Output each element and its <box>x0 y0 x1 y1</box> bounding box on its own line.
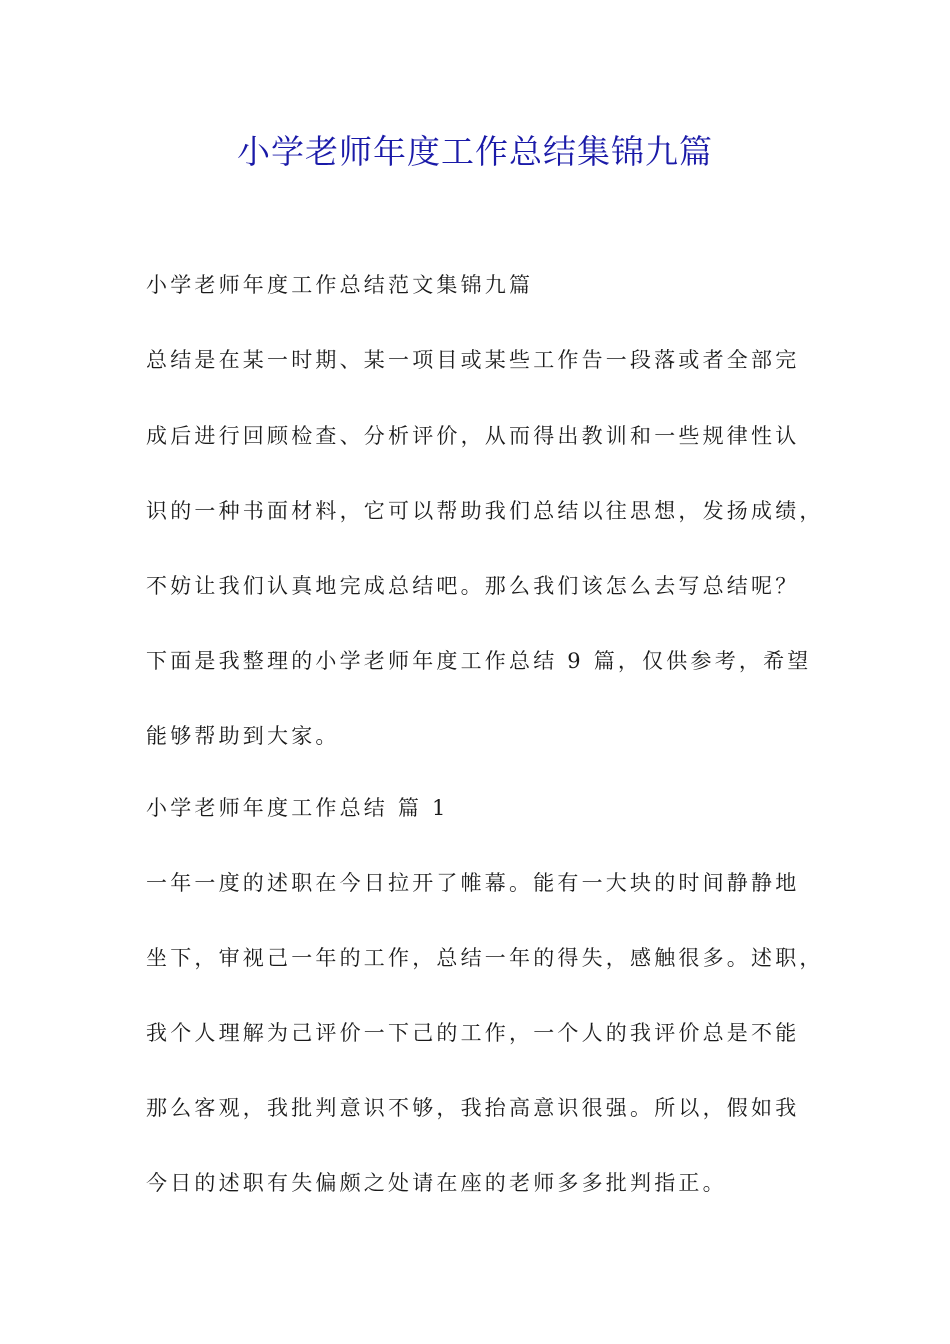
subtitle-line: 小学老师年度工作总结范文集锦九篇 <box>146 273 534 297</box>
body-line: 今日的述职有失偏颇之处请在座的老师多多批判指正。 <box>146 1171 727 1195</box>
document-title: 小学老师年度工作总结集锦九篇 <box>237 132 713 171</box>
section-heading: 小学老师年度工作总结 篇 1 <box>146 796 449 820</box>
body-line: 总结是在某一时期、某一项目或某些工作告一段落或者全部完 <box>146 348 800 372</box>
body-line: 识的一种书面材料，它可以帮助我们总结以往思想，发扬成绩， <box>146 499 824 523</box>
body-line: 不妨让我们认真地完成总结吧。那么我们该怎么去写总结呢？ <box>146 574 800 598</box>
body-line: 下面是我整理的小学老师年度工作总结 9 篇，仅供参考，希望 <box>146 649 812 673</box>
body-line: 我个人理解为己评价一下己的工作，一个人的我评价总是不能 <box>146 1021 800 1045</box>
body-line: 成后进行回顾检查、分析评价，从而得出教训和一些规律性认 <box>146 424 800 448</box>
body-line: 坐下，审视己一年的工作，总结一年的得失，感触很多。述职， <box>146 946 824 970</box>
body-line: 能够帮助到大家。 <box>146 724 340 748</box>
body-line: 那么客观，我批判意识不够，我抬高意识很强。所以，假如我 <box>146 1096 800 1120</box>
body-line: 一年一度的述职在今日拉开了帷幕。能有一大块的时间静静地 <box>146 871 800 895</box>
